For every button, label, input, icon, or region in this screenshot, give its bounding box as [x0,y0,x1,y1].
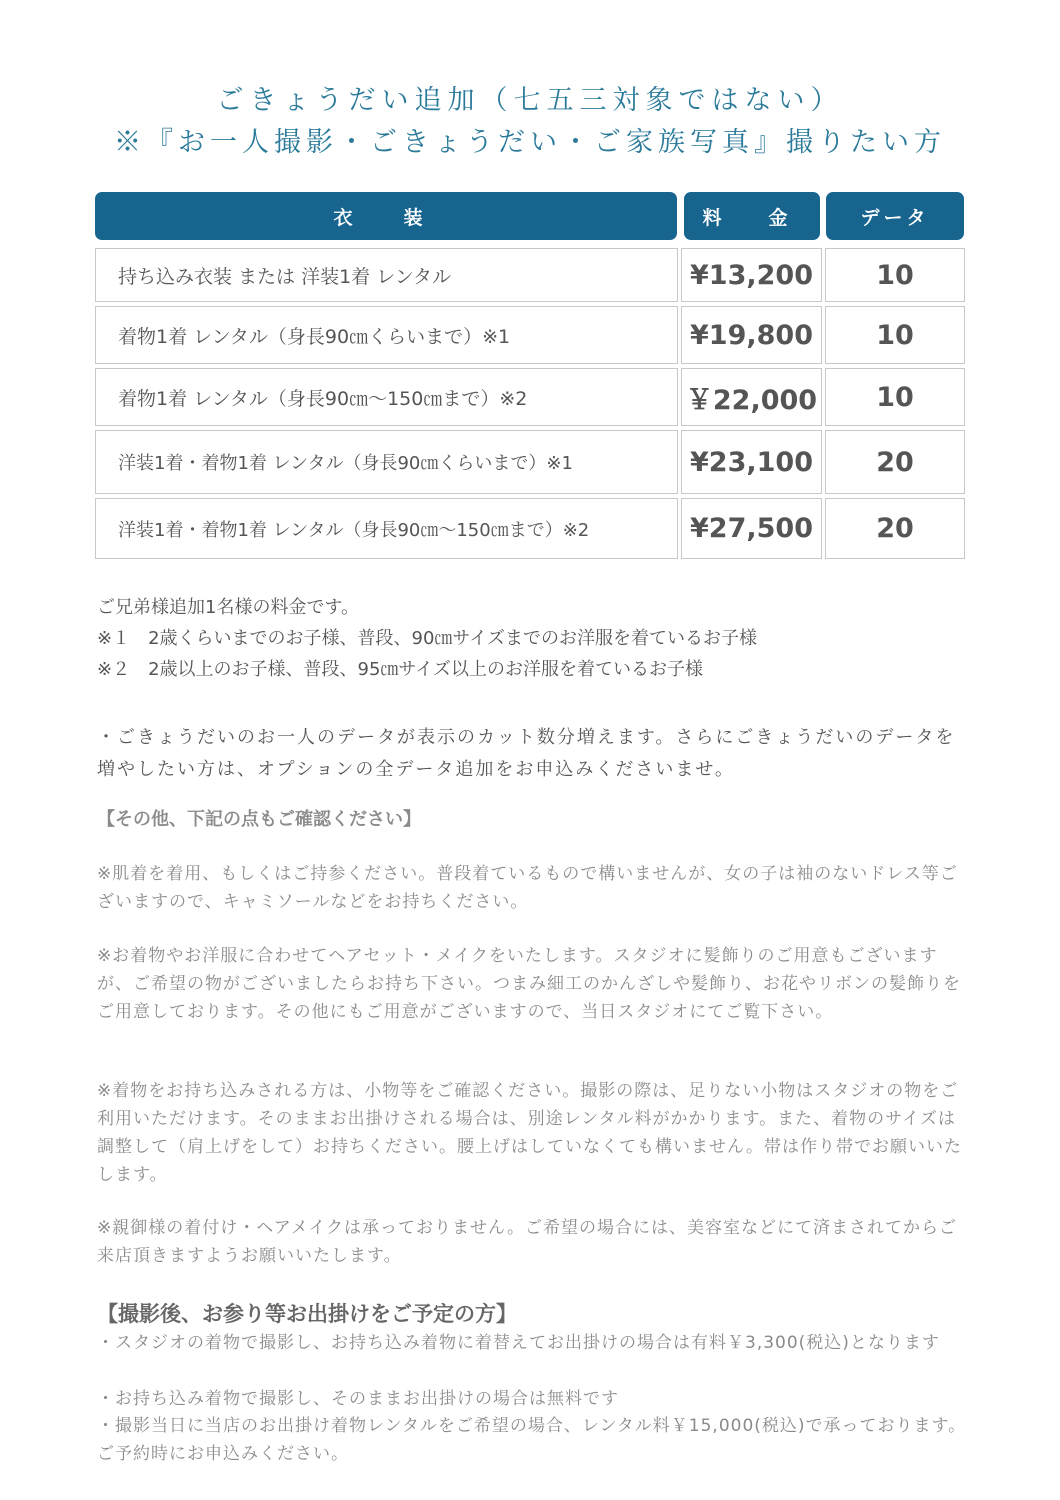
confirm-heading: 【その他、下記の点もご確認ください】 [97,809,421,830]
confirm-paragraph: ※着物をお持ち込みされる方は、小物等をご確認ください。撮影の際は、足りない小物はスタジオの物をご利用いただけます。そのままお出掛けされる場合は、別途レンタル料がかかります。また、着物のサイズは調整して（肩上げをして）お持ちください。腰上げはしていなくても構いません。帯は作り帯でお願いいたします。 [97,1081,963,1185]
outing-item: ・スタジオの着物で撮影し、お持ち込み着物に着替えてお出掛けの場合は有料￥3,300(税込)となります [97,1333,940,1353]
outing-item: ・お持ち込み着物で撮影し、そのままお出掛けの場合は無料です [97,1389,619,1409]
outing-item: ・撮影当日に当店のお出掛け着物レンタルをご希望の場合、レンタル料￥15,000(税込)で承っております。ご予約時にお申込みください。 [97,1416,967,1464]
note-line: ※１ 2歳くらいまでのお子様、普段、90㎝サイズまでのお洋服を着ているお子様 [97,628,757,649]
table-row-name: 着物1着 レンタル（身長90㎝～150㎝まで）※2 [95,368,678,426]
page-subtitle: ※『お一人撮影・ごきょうだい・ご家族写真』撮りたい方 [114,127,946,158]
table-row-price: ¥23,100 [681,430,822,494]
table-row-data: 10 [825,306,965,364]
note-line: ※２ 2歳以上のお子様、普段、95㎝サイズ以上のお洋服を着ているお子様 [97,659,703,680]
page-title: ごきょうだい追加（七五三対象ではない） [216,85,844,116]
table-row-data: 10 [825,368,965,426]
table-row-price: ¥13,200 [681,248,822,302]
confirm-paragraph: ※肌着を着用、もしくはご持参ください。普段着ているもので構いませんが、女の子は袖のないドレス等ございますので、キャミソールなどをお持ちください。 [97,864,958,912]
table-row-data: 20 [825,498,965,559]
table-row-price: ¥27,500 [681,498,822,559]
confirm-paragraph: ※お着物やお洋服に合わせてヘアセット・メイクをいたします。スタジオに髪飾りのご用意もございますが、ご希望の物がございましたらお持ち下さい。つまみ細工のかんざしや髪飾り、お花やリボンの髪飾りをご用意しております。その他にもご用意がございますので、当日スタジオにてご覧下さい。 [97,946,961,1022]
table-row-name: 洋装1着・着物1着 レンタル（身長90㎝くらいまで）※1 [95,430,678,494]
table-row-data: 20 [825,430,965,494]
data-note: ・ごきょうだいのお一人のデータが表示のカット数分増えます。さらにごきょうだいのデータを増やしたい方は、オプションの全データ追加をお申込みくださいませ。 [97,727,956,780]
table-row-name: 着物1着 レンタル（身長90㎝くらいまで）※1 [95,306,678,364]
confirm-paragraph: ※親御様の着付け・ヘアメイクは承っておりません。ご希望の場合には、美容室などにて済まされてからご来店頂きますようお願いいたします。 [97,1218,958,1266]
note-line: ご兄弟様追加1名様の料金です。 [97,597,360,618]
table-row-price: ￥22,000 [681,368,822,426]
table-row-name: 持ち込み衣装 または 洋装1着 レンタル [95,248,678,302]
table-row-name: 洋装1着・着物1着 レンタル（身長90㎝～150㎝まで）※2 [95,498,678,559]
header-data: データ [826,192,964,240]
table-row-price: ¥19,800 [681,306,822,364]
outing-heading: 【撮影後、お参り等お出掛けをご予定の方】 [97,1302,517,1326]
table-row-data: 10 [825,248,965,302]
header-price: 料 金 [684,192,820,240]
header-costume: 衣 装 [95,192,677,240]
